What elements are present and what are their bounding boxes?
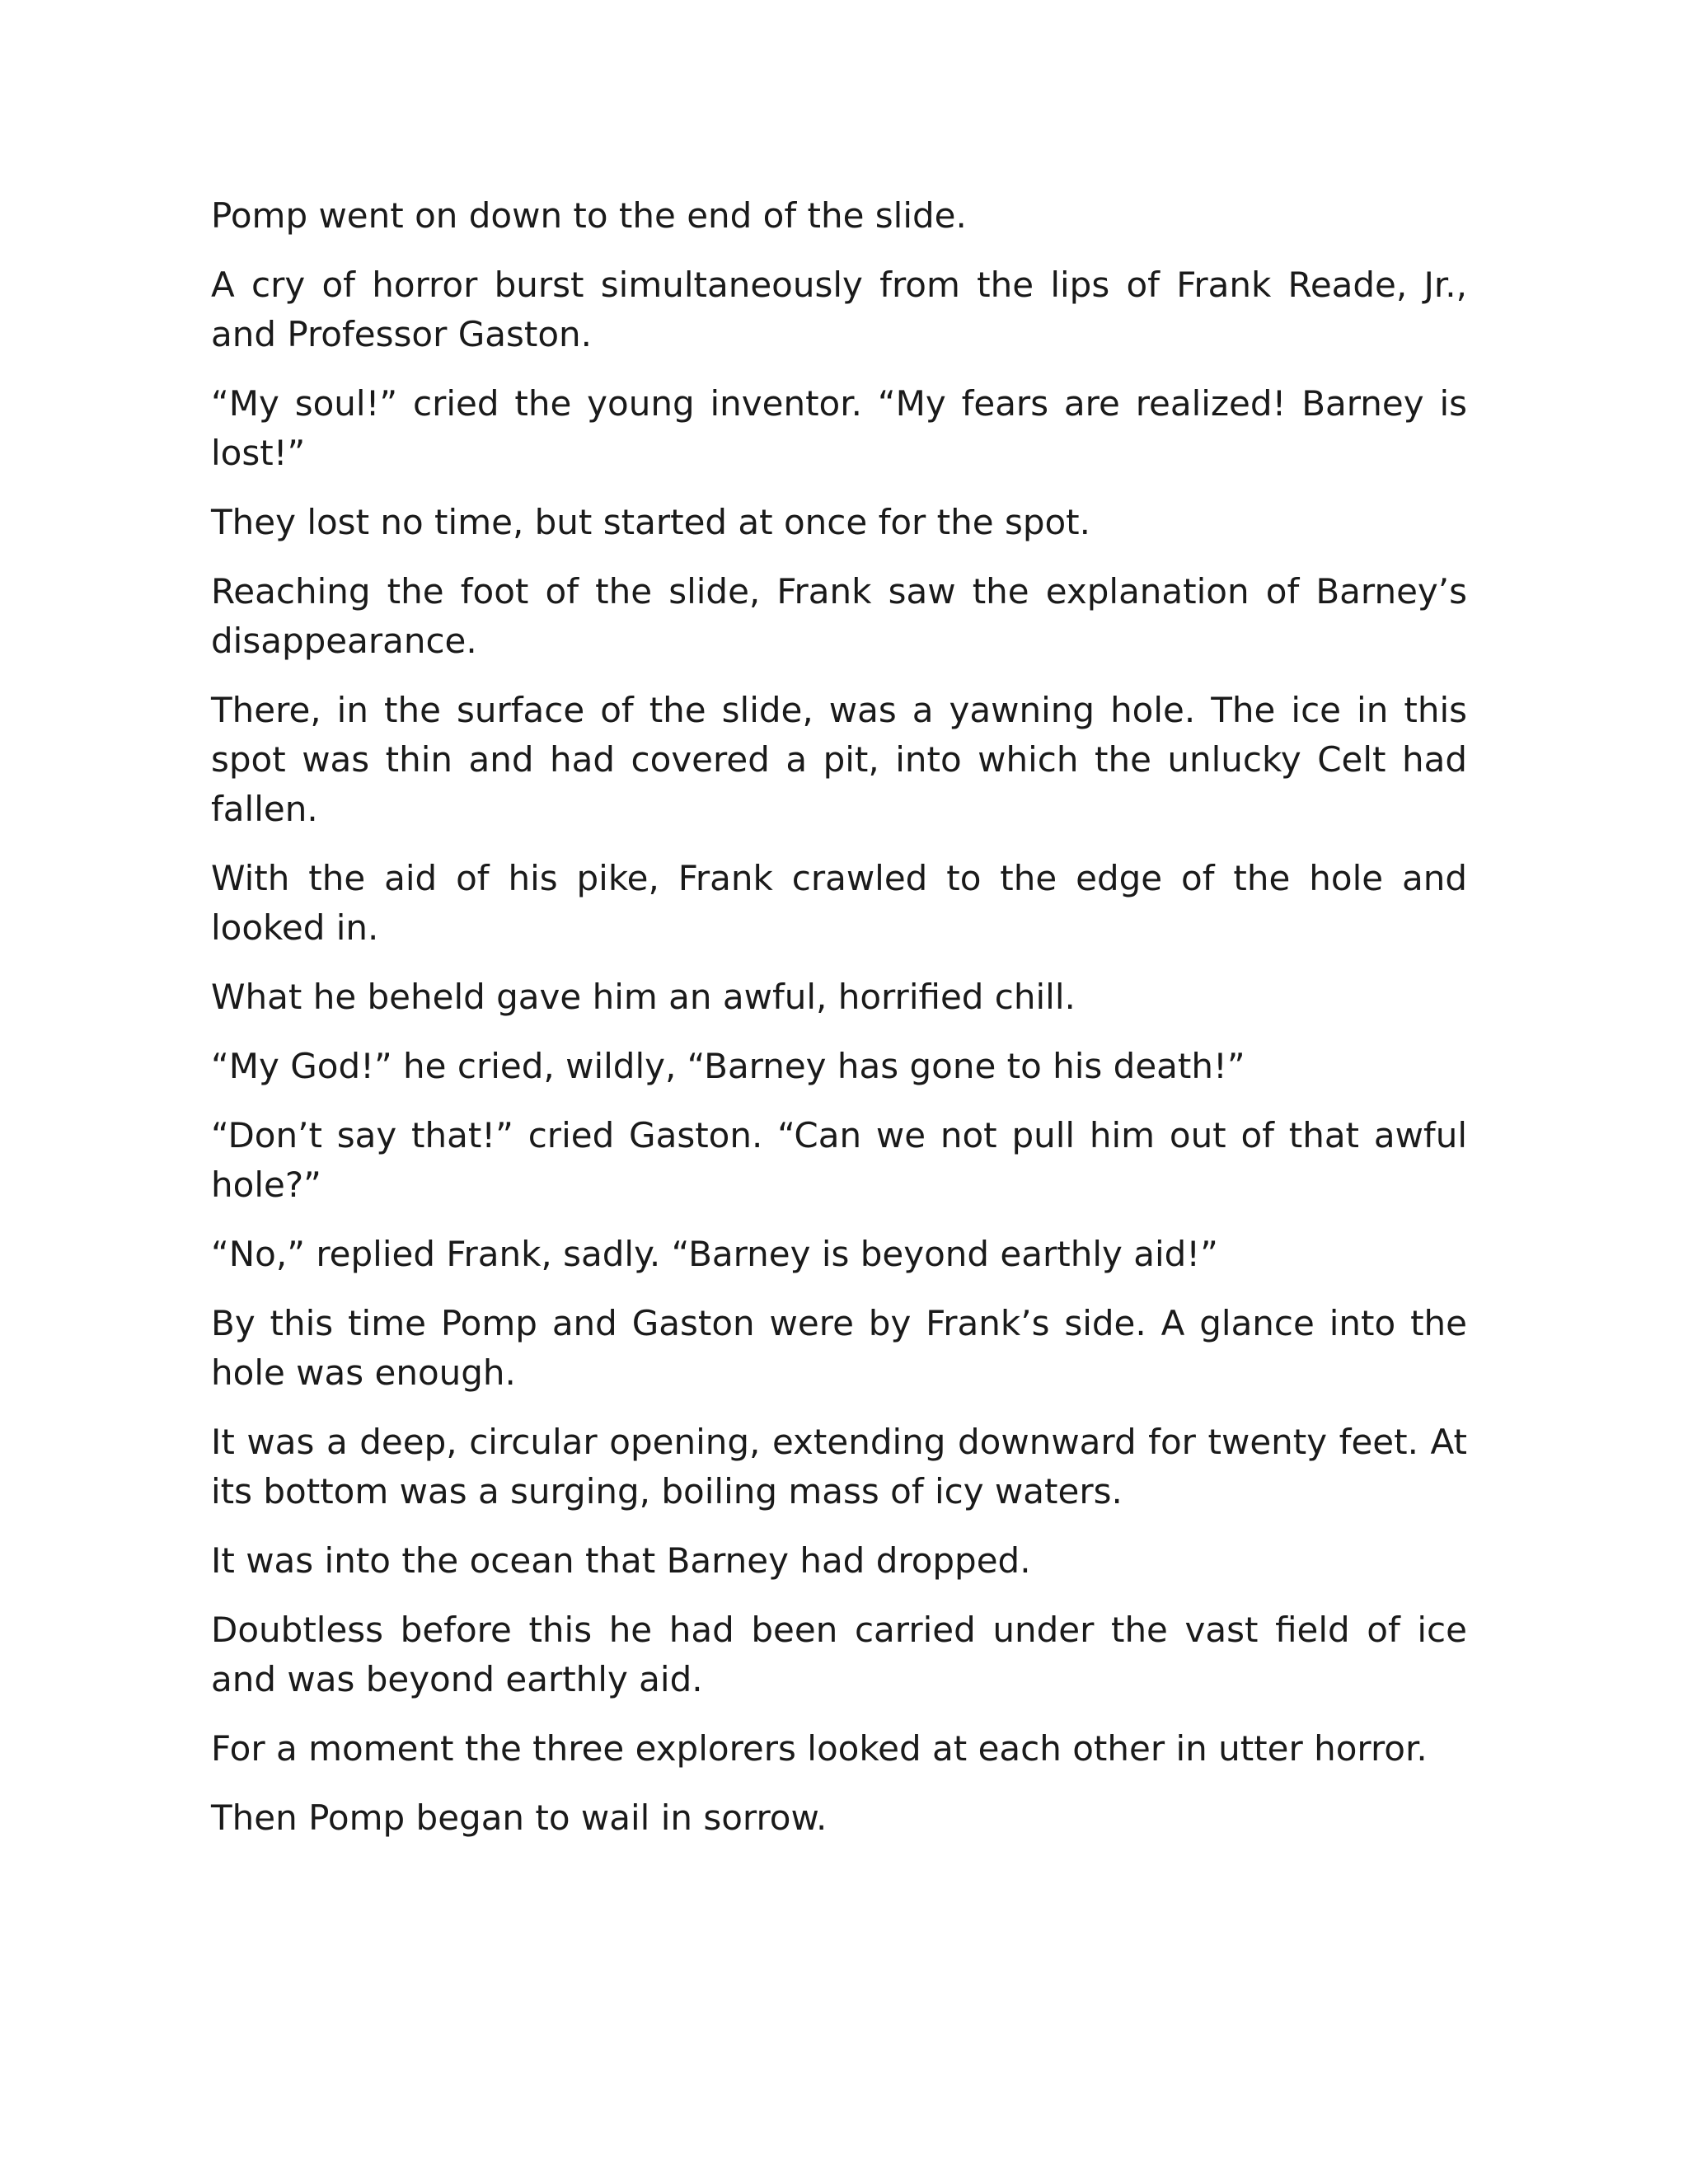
paragraph: “Don’t say that!” cried Gaston. “Can we not pull him out of that awful hole?” [211,1115,1467,1205]
paragraph: “My soul!” cried the young inventor. “My fears are realized! Barney is lost!” [211,383,1467,473]
paragraph: “My God!” he cried, wildly, “Barney has gone to his death!” [211,1046,1245,1086]
paragraph: “No,” replied Frank, sadly. “Barney is beyond earthly aid!” [211,1234,1218,1274]
paragraph: Pomp went on down to the end of the slide. [211,195,967,236]
paragraph: For a moment the three explorers looked at each other in utter horror. [211,1728,1428,1769]
paragraph: There, in the surface of the slide, was a yawning hole. The ice in this spot was thin and had covered a pit, into which the unlucky Celt had fallen. [211,690,1467,829]
paragraph: It was a deep, circular opening, extending downward for twenty feet. At its bottom was a surging, boiling mass of icy waters. [211,1422,1467,1511]
paragraph: What he beheld gave him an awful, horrified chill. [211,977,1076,1017]
paragraph: With the aid of his pike, Frank crawled to the edge of the hole and looked in. [211,858,1467,948]
paragraph: By this time Pomp and Gaston were by Frank’s side. A glance into the hole was enough. [211,1303,1467,1393]
paragraph: Then Pomp began to wail in sorrow. [211,1797,828,1838]
paragraph: Reaching the foot of the slide, Frank saw the explanation of Barney’s disappearance. [211,571,1467,661]
paragraph: Doubtless before this he had been carried under the vast field of ice and was beyond earthly aid. [211,1610,1467,1699]
paragraph: They lost no time, but started at once for the spot. [211,502,1091,542]
text-body [211,191,1467,1863]
paragraph: A cry of horror burst simultaneously from the lips of Frank Reade, Jr., and Professor Gaston. [211,265,1467,354]
paragraph: It was into the ocean that Barney had dropped. [211,1540,1031,1581]
